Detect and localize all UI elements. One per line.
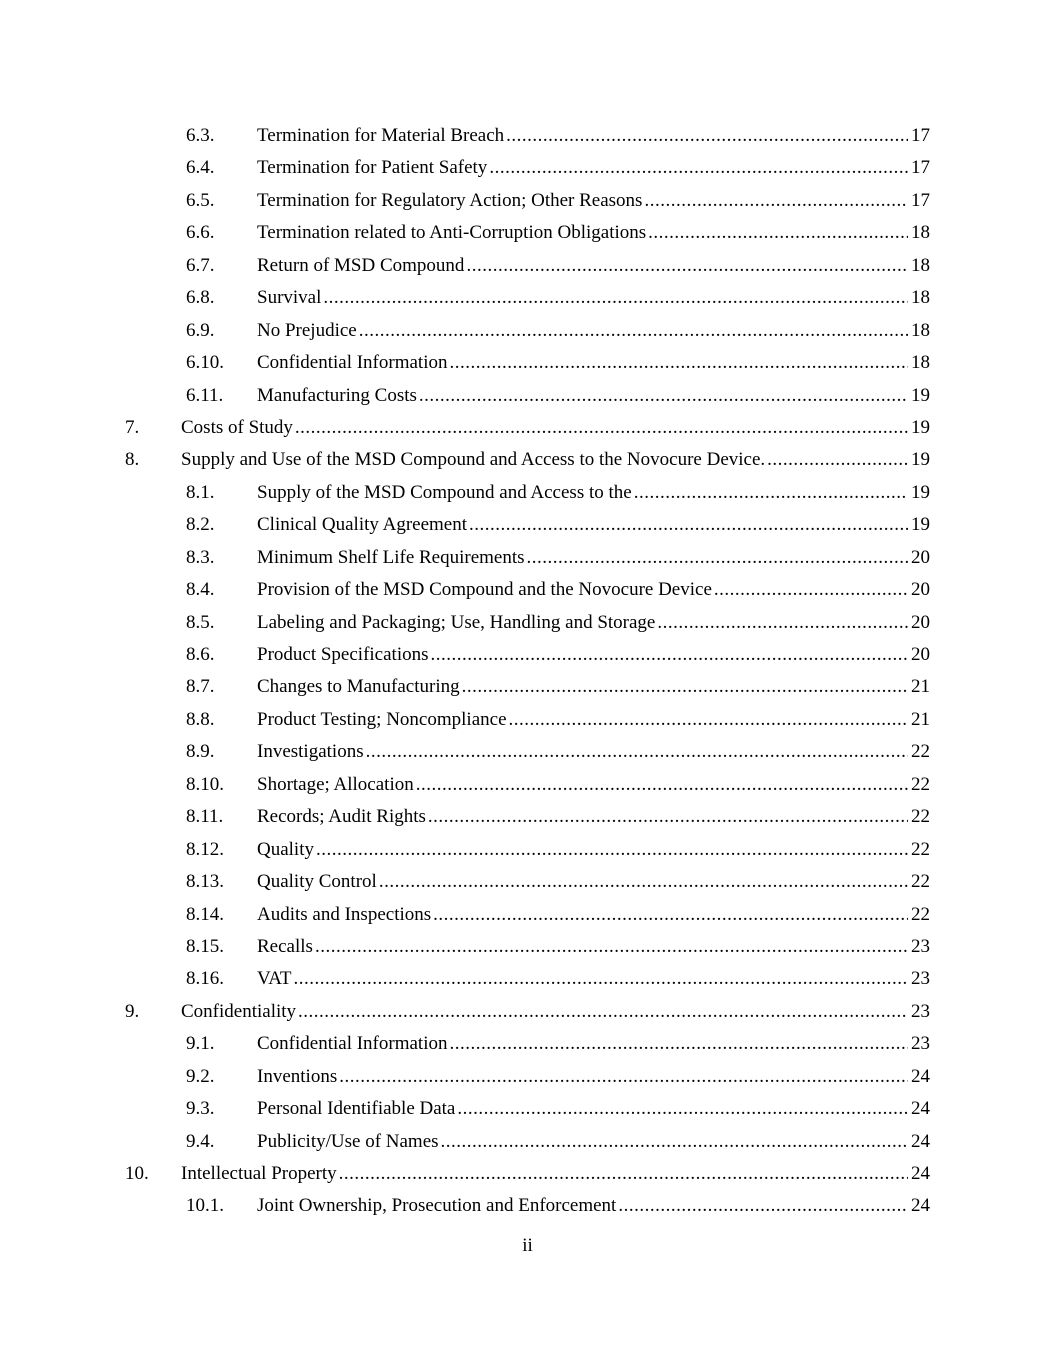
toc-entry[interactable] xyxy=(0,1061,1055,1093)
toc-entry-number: 8.14. xyxy=(186,903,224,925)
toc-entry-number: 8. xyxy=(125,449,140,471)
toc-entry-number: 6.11. xyxy=(186,384,224,406)
toc-entry-line xyxy=(257,931,930,963)
toc-entry-page: 18 xyxy=(908,282,930,314)
dot-leader xyxy=(644,185,908,217)
toc-entry-page: 18 xyxy=(908,347,930,379)
toc-entry-title: Changes to Manufacturing xyxy=(257,671,462,703)
toc-entry-title: Termination for Material Breach xyxy=(257,120,506,152)
toc-entry-title: VAT xyxy=(257,963,294,995)
toc-entry-page: 21 xyxy=(908,671,930,703)
toc-entry-page: 17 xyxy=(908,152,930,184)
toc-entry-number: 9.4. xyxy=(186,1130,215,1152)
dot-leader xyxy=(316,834,908,866)
toc-entry[interactable] xyxy=(0,801,1055,833)
toc-entry[interactable] xyxy=(0,250,1055,282)
toc-entry-line xyxy=(257,282,930,314)
toc-entry-title: Shortage; Allocation xyxy=(257,769,416,801)
toc-entry-line xyxy=(257,1061,930,1093)
toc-entry-title: Provision of the MSD Compound and the Novocure Device xyxy=(257,574,714,606)
dot-leader xyxy=(433,899,908,931)
toc-entry-line xyxy=(257,509,930,541)
toc-entry-number: 8.10. xyxy=(186,773,224,795)
toc-entry-line xyxy=(181,1158,930,1190)
toc-entry-line xyxy=(257,380,930,412)
dot-leader xyxy=(416,769,908,801)
toc-entry-line xyxy=(257,542,930,574)
dot-leader xyxy=(366,736,908,768)
dot-leader xyxy=(294,963,909,995)
toc-entry-title: Recalls xyxy=(257,931,315,963)
toc-entry[interactable] xyxy=(0,671,1055,703)
table-of-contents xyxy=(0,120,1055,1223)
toc-entry-line xyxy=(257,574,930,606)
toc-entry-title: Confidentiality xyxy=(181,996,298,1028)
toc-entry-number: 6.10. xyxy=(186,352,224,374)
dot-leader xyxy=(379,866,908,898)
toc-entry[interactable] xyxy=(0,217,1055,249)
toc-entry-line xyxy=(181,444,930,476)
toc-entry-title: Confidential Information xyxy=(257,347,449,379)
toc-entry-line xyxy=(181,996,930,1028)
dot-leader xyxy=(527,542,908,574)
toc-entry-number: 10. xyxy=(125,1163,149,1184)
toc-entry-number: 8.5. xyxy=(186,611,215,633)
toc-entry-number: 6.3. xyxy=(186,125,215,146)
toc-entry-title: Supply and Use of the MSD Compound and Access to the Novocure Device. xyxy=(181,444,767,476)
toc-entry-line xyxy=(257,704,930,736)
toc-entry-page: 24 xyxy=(908,1093,930,1125)
dot-leader xyxy=(462,671,908,703)
toc-entry[interactable] xyxy=(0,444,1055,476)
toc-entry[interactable] xyxy=(0,639,1055,671)
toc-entry-title: Investigations xyxy=(257,736,366,768)
toc-entry-page: 23 xyxy=(908,1028,930,1060)
toc-entry[interactable] xyxy=(0,834,1055,866)
dot-leader xyxy=(466,250,908,282)
toc-entry-page: 19 xyxy=(908,380,930,412)
toc-entry-title: Return of MSD Compound xyxy=(257,250,466,282)
toc-entry-title: Minimum Shelf Life Requirements xyxy=(257,542,527,574)
toc-entry[interactable] xyxy=(0,185,1055,217)
toc-entry[interactable] xyxy=(0,931,1055,963)
toc-entry-title: Product Testing; Noncompliance xyxy=(257,704,509,736)
toc-entry[interactable] xyxy=(0,704,1055,736)
dot-leader xyxy=(489,152,908,184)
toc-entry-page: 18 xyxy=(908,250,930,282)
toc-entry-page: 23 xyxy=(908,996,930,1028)
toc-entry-line xyxy=(257,347,930,379)
toc-entry-page: 22 xyxy=(908,801,930,833)
dot-leader xyxy=(339,1061,908,1093)
toc-entry[interactable] xyxy=(0,866,1055,898)
toc-entry-number: 6.4. xyxy=(186,157,215,179)
toc-entry-line xyxy=(257,671,930,703)
toc-entry-line xyxy=(257,250,930,282)
toc-entry-page: 24 xyxy=(908,1190,930,1222)
dot-leader xyxy=(428,801,908,833)
toc-entry-number: 7. xyxy=(125,416,140,438)
toc-entry-title: Clinical Quality Agreement xyxy=(257,509,469,541)
toc-entry[interactable] xyxy=(0,347,1055,379)
toc-entry-line xyxy=(257,185,930,217)
toc-entry-number: 8.12. xyxy=(186,838,224,860)
toc-entry-number: 8.2. xyxy=(186,514,215,536)
dot-leader xyxy=(419,380,908,412)
toc-entry-page: 23 xyxy=(908,963,930,995)
dot-leader xyxy=(295,412,908,444)
toc-entry-number: 8.7. xyxy=(186,676,215,698)
toc-entry-page: 22 xyxy=(908,834,930,866)
toc-entry[interactable] xyxy=(0,315,1055,347)
toc-entry[interactable] xyxy=(0,899,1055,931)
toc-entry[interactable] xyxy=(0,542,1055,574)
toc-entry-line xyxy=(257,120,930,152)
toc-entry-title: Termination for Regulatory Action; Other Reasons xyxy=(257,185,644,217)
toc-entry-line xyxy=(257,639,930,671)
toc-entry-page: 24 xyxy=(908,1158,930,1190)
toc-entry[interactable] xyxy=(0,152,1055,184)
toc-entry-page: 18 xyxy=(908,315,930,347)
toc-entry-page: 22 xyxy=(908,769,930,801)
toc-entry-line xyxy=(257,1190,930,1222)
toc-entry-page: 24 xyxy=(908,1061,930,1093)
dot-leader xyxy=(315,931,908,963)
dot-leader xyxy=(509,704,909,736)
toc-entry[interactable] xyxy=(0,963,1055,995)
toc-entry[interactable] xyxy=(0,1028,1055,1060)
toc-entry-title: Records; Audit Rights xyxy=(257,801,428,833)
dot-leader xyxy=(323,282,908,314)
dot-leader xyxy=(441,1126,908,1158)
toc-entry-line xyxy=(257,899,930,931)
toc-entry[interactable] xyxy=(0,1158,1055,1190)
toc-entry-line xyxy=(257,801,930,833)
toc-entry-page: 18 xyxy=(908,217,930,249)
page-number-footer: ii xyxy=(522,1235,533,1256)
toc-entry-line xyxy=(257,477,930,509)
toc-entry-line xyxy=(181,412,930,444)
toc-entry-number: 8.13. xyxy=(186,871,224,893)
toc-entry-line xyxy=(257,1126,930,1158)
toc-entry-page: 20 xyxy=(908,574,930,606)
toc-entry-number: 9.3. xyxy=(186,1098,215,1120)
toc-entry-page: 20 xyxy=(908,607,930,639)
dot-leader xyxy=(449,1028,908,1060)
toc-entry[interactable] xyxy=(0,380,1055,412)
toc-entry-page: 19 xyxy=(908,477,930,509)
toc-entry-line xyxy=(257,217,930,249)
toc-entry-line xyxy=(257,607,930,639)
toc-entry-number: 8.15. xyxy=(186,935,224,957)
dot-leader xyxy=(431,639,909,671)
toc-entry-line xyxy=(257,315,930,347)
toc-entry-title: Termination for Patient Safety xyxy=(257,152,489,184)
toc-entry-line xyxy=(257,834,930,866)
toc-entry-title: Product Specifications xyxy=(257,639,431,671)
toc-entry-line xyxy=(257,736,930,768)
toc-entry-title: No Prejudice xyxy=(257,315,359,347)
toc-entry-title: Joint Ownership, Prosecution and Enforcement xyxy=(257,1190,618,1222)
toc-entry[interactable] xyxy=(0,1190,1055,1222)
toc-entry[interactable] xyxy=(0,1126,1055,1158)
toc-entry-line xyxy=(257,769,930,801)
toc-entry-title: Intellectual Property xyxy=(181,1158,339,1190)
toc-entry[interactable] xyxy=(0,607,1055,639)
toc-entry-title: Quality xyxy=(257,834,316,866)
toc-entry-title: Inventions xyxy=(257,1061,339,1093)
toc-entry-title: Supply of the MSD Compound and Access to the xyxy=(257,477,634,509)
toc-entry-title: Labeling and Packaging; Use, Handling and Storage xyxy=(257,607,657,639)
dot-leader xyxy=(618,1190,908,1222)
toc-entry-page: 23 xyxy=(908,931,930,963)
toc-entry-number: 8.4. xyxy=(186,579,215,601)
toc-entry-page: 21 xyxy=(908,704,930,736)
toc-entry-page: 20 xyxy=(908,639,930,671)
toc-entry[interactable] xyxy=(0,1093,1055,1125)
toc-entry-number: 6.9. xyxy=(186,319,215,341)
toc-entry[interactable] xyxy=(0,477,1055,509)
toc-entry-line xyxy=(257,152,930,184)
toc-entry-page: 17 xyxy=(908,120,930,152)
toc-entry-number: 6.5. xyxy=(186,189,215,211)
toc-entry-title: Audits and Inspections xyxy=(257,899,433,931)
toc-entry-number: 9.1. xyxy=(186,1033,215,1055)
toc-entry-number: 6.8. xyxy=(186,287,215,309)
toc-entry-number: 9. xyxy=(125,1000,140,1022)
toc-entry-page: 17 xyxy=(908,185,930,217)
dot-leader xyxy=(449,347,908,379)
toc-entry-title: Publicity/Use of Names xyxy=(257,1126,441,1158)
dot-leader xyxy=(648,217,908,249)
toc-entry-title: Termination related to Anti-Corruption Obligations xyxy=(257,217,648,249)
dot-leader xyxy=(359,315,908,347)
toc-entry-number: 8.3. xyxy=(186,546,215,568)
toc-entry-page: 19 xyxy=(908,412,930,444)
toc-entry-line xyxy=(257,1028,930,1060)
toc-entry[interactable] xyxy=(0,412,1055,444)
toc-entry[interactable] xyxy=(0,574,1055,606)
toc-entry-title: Costs of Study xyxy=(181,412,295,444)
dot-leader xyxy=(506,120,908,152)
toc-entry-number: 8.1. xyxy=(186,481,215,503)
toc-entry-page: 22 xyxy=(908,866,930,898)
toc-entry-line xyxy=(257,1093,930,1125)
dot-leader xyxy=(714,574,908,606)
toc-entry-page: 22 xyxy=(908,736,930,768)
dot-leader xyxy=(634,477,908,509)
toc-entry-title: Survival xyxy=(257,282,323,314)
toc-entry-number: 10.1. xyxy=(186,1195,224,1217)
toc-entry-number: 6.6. xyxy=(186,222,215,244)
toc-entry-number: 8.6. xyxy=(186,644,215,665)
toc-entry-number: 6.7. xyxy=(186,254,215,276)
toc-entry-page: 24 xyxy=(908,1126,930,1158)
toc-entry-page: 20 xyxy=(908,542,930,574)
toc-entry[interactable] xyxy=(0,282,1055,314)
toc-entry[interactable] xyxy=(0,120,1055,152)
toc-entry-number: 8.8. xyxy=(186,708,215,730)
toc-entry-title: Personal Identifiable Data xyxy=(257,1093,457,1125)
dot-leader xyxy=(339,1158,908,1190)
dot-leader xyxy=(767,444,908,476)
toc-entry-title: Confidential Information xyxy=(257,1028,449,1060)
toc-entry-number: 8.16. xyxy=(186,968,224,990)
toc-entry[interactable] xyxy=(0,736,1055,768)
toc-entry-title: Manufacturing Costs xyxy=(257,380,419,412)
toc-entry-line xyxy=(257,866,930,898)
toc-entry-line xyxy=(257,963,930,995)
toc-entry[interactable] xyxy=(0,996,1055,1028)
toc-entry-page: 22 xyxy=(908,899,930,931)
toc-entry-number: 8.11. xyxy=(186,806,224,828)
toc-entry[interactable] xyxy=(0,769,1055,801)
toc-entry-page: 19 xyxy=(908,509,930,541)
toc-entry-number: 8.9. xyxy=(186,741,215,763)
dot-leader xyxy=(298,996,908,1028)
dot-leader xyxy=(657,607,908,639)
toc-entry-title: Quality Control xyxy=(257,866,379,898)
toc-entry-number: 9.2. xyxy=(186,1065,215,1087)
toc-entry[interactable] xyxy=(0,509,1055,541)
dot-leader xyxy=(457,1093,908,1125)
toc-entry-page: 19 xyxy=(908,444,930,476)
dot-leader xyxy=(469,509,908,541)
